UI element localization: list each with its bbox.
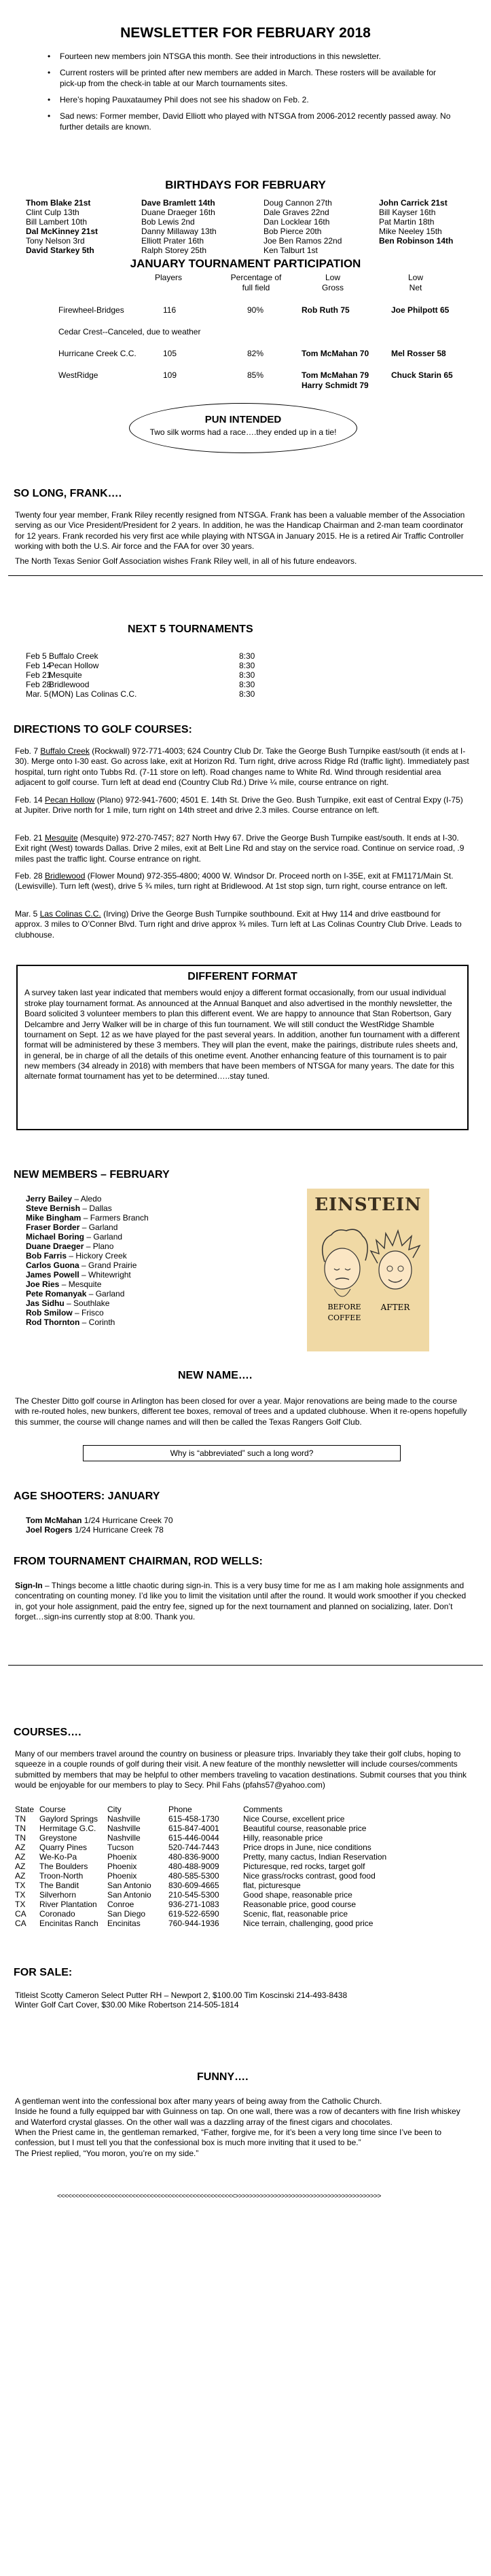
course-city: Phoenix: [107, 1862, 137, 1871]
row-players: 105: [163, 349, 177, 358]
row-net: Joe Philpott 65: [391, 305, 450, 315]
course-state: AZ: [15, 1843, 26, 1852]
new-member: Bob Farris – Hickory Creek: [26, 1251, 127, 1261]
course-phone: 936-271-1083: [168, 1900, 219, 1909]
cartoon-left-caption: BEFORE: [327, 1303, 361, 1311]
course-name: Gaylord Springs: [39, 1814, 98, 1824]
course-city: Encinitas: [107, 1919, 141, 1928]
course-phone: 615-458-1730: [168, 1814, 219, 1824]
riddle-text: Why is “abbreviated” such a long word?: [170, 1448, 314, 1458]
age-shooter-row: Joel Rogers 1/24 Hurricane Creek 78: [26, 1525, 164, 1535]
new-members-heading: NEW MEMBERS – FEBRUARY: [14, 1169, 170, 1180]
row-players: 116: [163, 305, 177, 315]
different-format-text: A survey taken last year indicated that members would enjoy a different format occasionally, from our usual individual stroke play tournament format. As announced at the Annual Banquet and also advertised in the monthly newsletter, the Board solicited 3 volunteer members to plan this different event. We are happy to announce that Stan Robertson, Gary Delcambre and Jerry Walker will be in charge of this fun tournament. We will still conduct the WestRidge Shamble tournament on Sept. 12 as we have played for the past several years. In addition, another fun tournament with a different format will be administered by these 3 members. They will plan the event, make the pairings, distribute rules sheets and, in general, be in charge of all the details of this onetime event. Another enhancing feature of this tournament is to pair new members (34 already in 2018) with members that have been members of NTSGA for many years. The date for this alternate format tournament has yet to be determined…..stay tuned.: [24, 988, 460, 1081]
new-member: Rod Thornton – Corinth: [26, 1318, 115, 1327]
course-city: Nashville: [107, 1833, 141, 1843]
birthday-column-1: [26, 198, 98, 255]
course-city: Phoenix: [107, 1852, 137, 1862]
course-phone: 760-944-1936: [168, 1919, 219, 1928]
course-row: [15, 1871, 386, 1881]
direction-item: Feb. 7 Buffalo Creek (Rockwall) 972-771-4003; 624 Country Club Dr. Take the George Bush Turnpike east/south (it ends at I-30). Merge onto I-30 east. Go across lake, exit at Horizon Rd. Turn right, drive across Ridge Rd (traffic light). Immediately past hospital, turn right onto Tubbs Rd. (7-11 store on left). Road changes name to White Rd. Wind through residential area adjacent to golf course. Turn left at dead end (Country Club Rd.) Drive ¼ mile, course entrance on right.: [15, 746, 469, 788]
course-name: Encinitas Ranch: [39, 1919, 98, 1928]
course-state: TN: [15, 1833, 26, 1843]
chairman-heading: FROM TOURNAMENT CHAIRMAN, ROD WELLS:: [14, 1556, 263, 1567]
course-state: TX: [15, 1900, 26, 1909]
birthday-column-2: [141, 198, 217, 255]
birthday-entry: Elliott Prater 16th: [141, 236, 204, 246]
bullet-item: • Sad news: Former member, David Elliott who played with NTSGA from 2006-2012 recently passed away. No further details are known.: [48, 111, 455, 132]
birthday-entry: Duane Draeger 16th: [141, 208, 215, 217]
course-phone: 480-836-9000: [168, 1852, 219, 1862]
courses-intro: Many of our members travel around the country on business or pleasure trips. Invariably they take their golf clubs, hoping to squeeze in a couple rounds of golf during their visit. A new feature of the monthly newsletter will include courses/comments submitted by members that may be helpful to other members traveling to vacation destinations. Submit courses that you think would be enjoyable for our members to play to Secy. Phil Fahs (pfahs57@yahoo.com): [15, 1749, 467, 1790]
course-name: Coronado: [39, 1909, 75, 1919]
row-gross-2: Harry Schmidt 79: [302, 381, 369, 390]
birthday-entry: Bill Kayser 16th: [379, 208, 436, 217]
direction-item: Feb. 28 Bridlewood (Flower Mound) 972-355-4800; 4000 W. Windsor Dr. Proceed north on I-35E, exit at FM1171/Main St. (Lewisville). Turn left (west), drive 5 ¾ miles, turn right at Bridlewood. At 1st stop sign, turn right, course entrance on left.: [15, 871, 454, 891]
new-member: Mike Bingham – Farmers Branch: [26, 1213, 149, 1223]
course-name: Hermitage G.C.: [39, 1824, 96, 1833]
course-comment: Price drops in June, nice conditions: [243, 1843, 371, 1852]
course-city: San Antonio: [107, 1890, 151, 1900]
course-name: The Boulders: [39, 1862, 88, 1871]
course-comment: Reasonable price, good course: [243, 1900, 357, 1909]
birthday-entry: Mike Neeley 15th: [379, 227, 442, 236]
header-low-gross: Low Gross: [321, 273, 344, 293]
cartoon-left-sub: COFFEE: [327, 1313, 361, 1322]
new-member: Duane Draeger – Plano: [26, 1242, 114, 1251]
pun-heading: PUN INTENDED: [204, 414, 282, 425]
course-name: Greystone: [39, 1833, 77, 1843]
riddle-box: [83, 1445, 401, 1461]
bullet-item: • Current rosters will be printed after new members are added in March. These rosters will be available for pick-up from the check-in table at our March tournaments sites.: [48, 68, 455, 89]
new-member: Jerry Bailey – Aledo: [26, 1194, 102, 1204]
course-city: Nashville: [107, 1824, 141, 1833]
birthday-entry: Bill Lambert 10th: [26, 217, 88, 227]
course-phone: 210-545-5300: [168, 1890, 219, 1900]
birthday-entry: Dave Bramlett 14th: [141, 198, 215, 208]
course-city: Tucson: [107, 1843, 134, 1852]
tournament-row: Feb 14Pecan Hollow 8:30: [26, 661, 255, 670]
course-city: Conroe: [107, 1900, 134, 1909]
birthday-column-3: [263, 198, 342, 255]
tournament-row: Feb 28Bridlewood 8:30: [26, 680, 255, 689]
course-city: Nashville: [107, 1814, 141, 1824]
funny-line: Inside he found a fully equipped bar with Guinness on tap. On one wall, there was a row of decanters with fine Irish whiskey and Waterford crystal glasses. On the other wall was a dazzling array of the finest cigars and chocolates.: [15, 2107, 460, 2127]
divider: [8, 575, 483, 576]
end-separator: <<<<<<<<<<<<<<<<<<<<<<<<<<<<<<<<<<<<<<<<<<<<<<<<<<>>>>>>>>>>>>>>>>>>>>>>>>>>>>>>>>>>>>>>>>>: [57, 2193, 381, 2200]
course-comment: Good shape, reasonable price: [243, 1890, 352, 1900]
birthday-entry: Pat Martin 18th: [379, 217, 435, 227]
different-format-heading: DIFFERENT FORMAT: [187, 971, 297, 982]
new-members-list: [26, 1194, 149, 1327]
course-row: [15, 1843, 386, 1852]
course-comment: flat, picturesque: [243, 1881, 301, 1890]
direction-item: Feb. 21 Mesquite (Mesquite) 972-270-7457; 827 North Hwy 67. Drive the George Bush Turnpike east/south. It ends at I-30. Exit right (West) towards Dallas. Drive 2 miles, exit at Belt Line Rd and stay on the service road. Continue on service road, .9 miles past the traffic light. Course entrance on right.: [15, 833, 465, 864]
row-gross: Tom McMahan 70: [302, 349, 369, 358]
course-state: TX: [15, 1881, 26, 1890]
course-name: Silverhorn: [39, 1890, 77, 1900]
courses-heading: COURSES….: [14, 1727, 81, 1738]
course-row: [15, 1900, 386, 1909]
participation-heading: JANUARY TOURNAMENT PARTICIPATION: [130, 257, 361, 270]
course-row: [15, 1909, 386, 1919]
for-sale-heading: FOR SALE:: [14, 1967, 73, 1978]
course-comment: Nice grass/rocks contrast, good food: [243, 1871, 376, 1881]
birthday-entry: Danny Millaway 13th: [141, 227, 217, 236]
new-member: Jas Sidhu – Southlake: [26, 1299, 110, 1308]
birthday-entry: Joe Ben Ramos 22nd: [263, 236, 342, 246]
course-comment: Beautiful course, reasonable price: [243, 1824, 367, 1833]
tournament-row: Mar. 5(MON) Las Colinas C.C. 8:30: [26, 689, 255, 699]
birthday-column-4: [379, 198, 453, 246]
course-name: Quarry Pines: [39, 1843, 88, 1852]
course-comment: Nice terrain, challenging, good price: [243, 1919, 374, 1928]
new-member: Fraser Border – Garland: [26, 1223, 118, 1232]
funny-heading: FUNNY….: [197, 2071, 249, 2083]
age-shooters-list: [26, 1516, 173, 1535]
next5-heading: NEXT 5 TOURNAMENTS: [128, 623, 253, 635]
row-pct: 90%: [247, 305, 264, 315]
course-state: TN: [15, 1824, 26, 1833]
new-member: Joe Ries – Mesquite: [26, 1280, 102, 1289]
course-state: AZ: [15, 1871, 26, 1881]
courses-header-row: State Course City Phone Comments: [15, 1805, 283, 1814]
course-phone: 615-847-4001: [168, 1824, 219, 1833]
row-course: Hurricane Creek C.C.: [58, 349, 137, 358]
birthday-entry: Clint Culp 13th: [26, 208, 79, 217]
course-row: [15, 1824, 386, 1833]
course-state: CA: [15, 1909, 26, 1919]
birthday-entry: Ralph Storey 25th: [141, 246, 207, 255]
so-long-heading: SO LONG, FRANK….: [14, 488, 122, 499]
row-course: Cedar Crest--Canceled, due to weather: [58, 327, 201, 337]
course-city: San Antonio: [107, 1881, 151, 1890]
course-row: [15, 1852, 386, 1862]
new-member: James Powell – Whitewright: [26, 1270, 131, 1280]
cartoon-right-caption: AFTER: [380, 1303, 410, 1312]
funny-line: A gentleman went into the confessional box after many years of being away from the Catholic Church.: [15, 2096, 382, 2106]
age-shooter-row: Tom McMahan 1/24 Hurricane Creek 70: [26, 1516, 173, 1525]
age-shooters-heading: AGE SHOOTERS: JANUARY: [14, 1491, 160, 1502]
direction-item: Feb. 14 Pecan Hollow (Plano) 972-941-7600; 4501 E. 14th St. Drive the Geo. Bush Turnpike, exit east of Central Expy (I-75) at Jupiter. Drive north for 1 mile, turn right on 14th street and drive 2.3 miles. Course entrance on left.: [15, 795, 463, 815]
course-phone: 619-522-6590: [168, 1909, 219, 1919]
header-players: Players: [155, 273, 183, 282]
birthday-entry: Dan Locklear 16th: [263, 217, 330, 227]
birthday-entry: Thom Blake 21st: [26, 198, 91, 208]
course-phone: 615-446-0044: [168, 1833, 219, 1843]
course-row: [15, 1881, 386, 1890]
new-member: Steve Bernish – Dallas: [26, 1204, 112, 1213]
row-pct: 85%: [247, 370, 264, 380]
direction-item: Mar. 5 Las Colinas C.C. (Irving) Drive the George Bush Turnpike southbound. Exit at Hwy 114 and drive eastbound for approx. 3 miles to O’Conner Blvd. Turn right and drive approx ¾ miles. Turn left at Las Colinas Country Club Drive. Leads to clubhouse.: [15, 909, 462, 940]
so-long-paragraph: Twenty four year member, Frank Riley recently resigned from NTSGA. Frank has been a valuable member of the Association serving as our Vice President/President for 2 years. In addition, he was the Handicap Chairman and 2-man team coordinator for 12 years. Frank recorded his very first ace while playing with NTSGA in January 2015. He is a retired Air Traffic Controller working with both the U.S. Air force and the FAA for over 30 years.: [15, 510, 465, 552]
courses-rows: [15, 1814, 386, 1928]
course-state: AZ: [15, 1852, 26, 1862]
row-gross: Tom McMahan 79: [302, 370, 369, 380]
course-name: We-Ko-Pa: [39, 1852, 77, 1862]
new-name-heading: NEW NAME….: [178, 1370, 253, 1381]
pun-text: Two silk worms had a race….they ended up in a tie!: [149, 427, 337, 438]
course-comment: Scenic, flat, reasonable price: [243, 1909, 348, 1919]
new-member: Michael Boring – Garland: [26, 1232, 123, 1242]
course-phone: 520-744-7443: [168, 1843, 219, 1852]
new-member: Rob Smilow – Frisco: [26, 1308, 104, 1318]
birthday-entry: David Starkey 5th: [26, 246, 94, 255]
header-low-net: Low Net: [407, 273, 423, 293]
directions-heading: DIRECTIONS TO GOLF COURSES:: [14, 724, 192, 735]
course-phone: 830-609-4665: [168, 1881, 219, 1890]
course-state: TN: [15, 1814, 26, 1824]
bullet-item: • Fourteen new members join NTSGA this month. See their introductions in this newsletter.: [48, 52, 455, 62]
cartoon-title: EINSTEIN: [314, 1195, 422, 1215]
course-phone: 480-585-5300: [168, 1871, 219, 1881]
next5-list: [26, 651, 255, 699]
chairman-text: Sign-In – Things become a little chaotic during sign-in. This is a very busy time for me as I am making hole assignments and concentrating on counting money. I’d like you to limit the visitation until after the round. It would work smoother if you checked in, got your hole assignment, paid the entry fee, signed up for the next tournament and planned on socializing, later. Don’t forget…sign-ins currently stop at 8:00. Thank you.: [15, 1581, 467, 1622]
bullet-item: • Here’s hoping Pauxataumey Phil does not see his shadow on Feb. 2.: [48, 95, 455, 105]
birthday-entry: Doug Cannon 27th: [263, 198, 332, 208]
course-city: Phoenix: [107, 1871, 137, 1881]
tournament-row: Feb 5 Buffalo Creek 8:30: [26, 651, 255, 661]
funny-line: The Priest replied, “You moron, you’re on my side.”: [15, 2148, 199, 2158]
for-sale-item: Titleist Scotty Cameron Select Putter RH – Newport 2, $100.00 Tim Koscinski 214-493-8438: [15, 1991, 348, 2000]
course-row: [15, 1833, 386, 1843]
tournament-row: Feb 21Mesquite 8:30: [26, 670, 255, 680]
new-member: Pete Romanyak – Garland: [26, 1289, 125, 1299]
different-format-box: [16, 965, 469, 1130]
row-gross: Rob Ruth 75: [302, 305, 350, 315]
course-city: San Diego: [107, 1909, 146, 1919]
course-row: [15, 1890, 386, 1900]
row-net: Chuck Starin 65: [391, 370, 453, 380]
funny-line: When the Priest came in, the gentleman remarked, “Father, forgive me, for it’s been a very long time since I’ve been to confession, but I must tell you that the confessional box is much more inviting that it used to be.”: [15, 2128, 442, 2148]
course-state: CA: [15, 1919, 26, 1928]
row-course: Firewheel-Bridges: [58, 305, 124, 315]
so-long-wishes: The North Texas Senior Golf Association wishes Frank Riley well, in all of his future endeavors.: [15, 556, 357, 566]
course-state: AZ: [15, 1862, 26, 1871]
pun-bubble: [129, 403, 357, 453]
new-member: Carlos Guona – Grand Prairie: [26, 1261, 137, 1270]
birthday-entry: Bob Pierce 20th: [263, 227, 322, 236]
funny-story: [15, 2096, 470, 2159]
row-players: 109: [163, 370, 177, 380]
course-comment: Hilly, reasonable price: [243, 1833, 323, 1843]
newsletter-title: NEWSLETTER FOR FEBRUARY 2018: [120, 25, 371, 41]
birthday-entry: Tony Nelson 3rd: [26, 236, 85, 246]
course-row: [15, 1814, 386, 1824]
row-course: WestRidge: [58, 370, 98, 380]
row-net: Mel Rosser 58: [391, 349, 446, 358]
courses-table: [15, 1805, 386, 1928]
course-comment: Picturesque, red rocks, target golf: [243, 1862, 365, 1871]
birthday-entry: Ken Talburt 1st: [263, 246, 318, 255]
course-row: [15, 1862, 386, 1871]
course-comment: Pretty, many cactus, Indian Reservation: [243, 1852, 387, 1862]
einstein-cartoon: [307, 1189, 429, 1351]
course-state: TX: [15, 1890, 26, 1900]
birthdays-heading: BIRTHDAYS FOR FEBRUARY: [165, 178, 326, 191]
news-bullets: [48, 52, 455, 138]
birthday-entry: Bob Lewis 2nd: [141, 217, 195, 227]
header-percentage: Percentage of full field: [230, 273, 282, 293]
birthday-entry: John Carrick 21st: [379, 198, 448, 208]
birthday-entry: Dale Graves 22nd: [263, 208, 329, 217]
new-name-text: The Chester Ditto golf course in Arlington has been closed for over a year. Major renovations are being made to the course with re-routed holes, new bunkers, different tee boxes, removal of trees and a updated clubhouse. When it re-opens hopefully this summer, the course will change names and will then be called the Texas Rangers Golf Club.: [15, 1396, 467, 1427]
for-sale-list: [15, 1991, 347, 2010]
row-pct: 82%: [247, 349, 264, 358]
course-comment: Nice Course, excellent price: [243, 1814, 345, 1824]
birthday-entry: Dal McKinney 21st: [26, 227, 98, 236]
birthday-entry: Ben Robinson 14th: [379, 236, 454, 246]
course-name: River Plantation: [39, 1900, 97, 1909]
course-name: The Bandit: [39, 1881, 79, 1890]
course-phone: 480-488-9009: [168, 1862, 219, 1871]
course-name: Troon-North: [39, 1871, 84, 1881]
divider: [8, 1665, 483, 1666]
course-row: [15, 1919, 386, 1928]
for-sale-item: Winter Golf Cart Cover, $30.00 Mike Robertson 214-505-1814: [15, 2000, 239, 2010]
